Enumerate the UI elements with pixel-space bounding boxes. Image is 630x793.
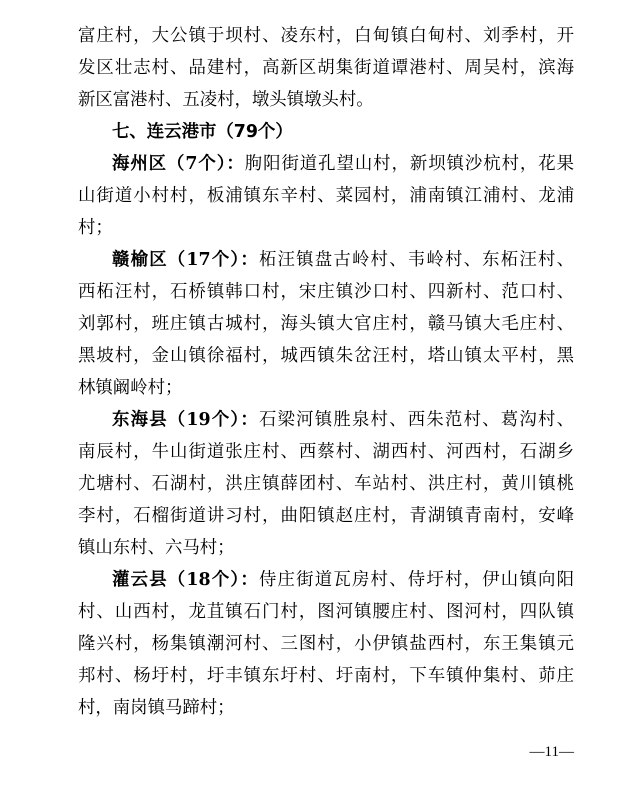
- text-line: 村；: [78, 218, 113, 238]
- district-paragraph-haizhou: [112, 149, 574, 179]
- district-paragraph-ganyu: [112, 245, 574, 275]
- text-line: 林镇阚岭村；: [78, 378, 183, 398]
- district-label: 东海县（19个）：: [112, 410, 259, 430]
- text-line: 村、山西村，龙苴镇石门村，图河镇腰庄村、图河村，四队镇: [78, 602, 574, 622]
- district-text: 朐阳街道孔望山村，新坝镇沙杭村，花果: [244, 154, 574, 174]
- page-number: —11—: [529, 744, 574, 760]
- text-line: 镇山东村、六马村；: [78, 538, 235, 558]
- text-line: 富庄村，大公镇于坝村、凌东村，白甸镇白甸村、刘季村，开: [78, 26, 574, 46]
- text-line: 隆兴村，杨集镇潮河村、三图村，小伊镇盐西村，东王集镇元: [78, 634, 574, 654]
- text-line: 邦村、杨圩村，圩丰镇东圩村、圩南村，下车镇仲集村、茆庄: [78, 666, 574, 686]
- district-paragraph-donghai: [112, 405, 574, 435]
- text-line: 发区壮志村、品建村，高新区胡集街道谭港村、周吴村，滨海: [78, 58, 574, 78]
- text-line: 南辰村，牛山街道张庄村、西蔡村、湖西村、河西村，石湖乡: [78, 442, 574, 462]
- text-line: 尤塘村、石湖村，洪庄镇薛团村、车站村、洪庄村，黄川镇桃: [78, 474, 574, 494]
- district-text: 侍庄街道瓦房村、侍圩村，伊山镇向阳: [258, 570, 574, 590]
- text-line: 村，南岗镇马蹄村；: [78, 698, 235, 718]
- district-paragraph-guanyun: [112, 565, 574, 595]
- district-text: 石梁河镇胜泉村、西朱范村、葛沟村、: [258, 410, 574, 430]
- district-text: 柘汪镇盘古岭村、韦岭村、东柘汪村、: [258, 250, 574, 270]
- district-label: 灌云县（18个）：: [112, 570, 259, 590]
- text-line: 新区富港村、五凌村，墩头镇墩头村。: [78, 90, 374, 110]
- text-line: 西柘汪村，石桥镇韩口村，宋庄镇沙口村、四新村、范口村、: [78, 282, 574, 302]
- text-line: 黑坡村，金山镇徐福村，城西镇朱岔汪村，塔山镇太平村，黑: [78, 346, 574, 366]
- text-line: 山街道小村村，板浦镇东辛村、菜园村，浦南镇江浦村、龙浦: [78, 186, 574, 206]
- text-line: 李村，石榴街道讲习村，曲阳镇赵庄村，青湖镇青南村，安峰: [78, 506, 574, 526]
- district-label: 海州区（7个）：: [112, 154, 245, 174]
- text-line: 刘郭村，班庄镇古城村，海头镇大官庄村，赣马镇大毛庄村、: [78, 314, 574, 334]
- district-label: 赣榆区（17个）：: [112, 250, 259, 270]
- section-heading: 七、连云港市（79个）: [112, 122, 293, 142]
